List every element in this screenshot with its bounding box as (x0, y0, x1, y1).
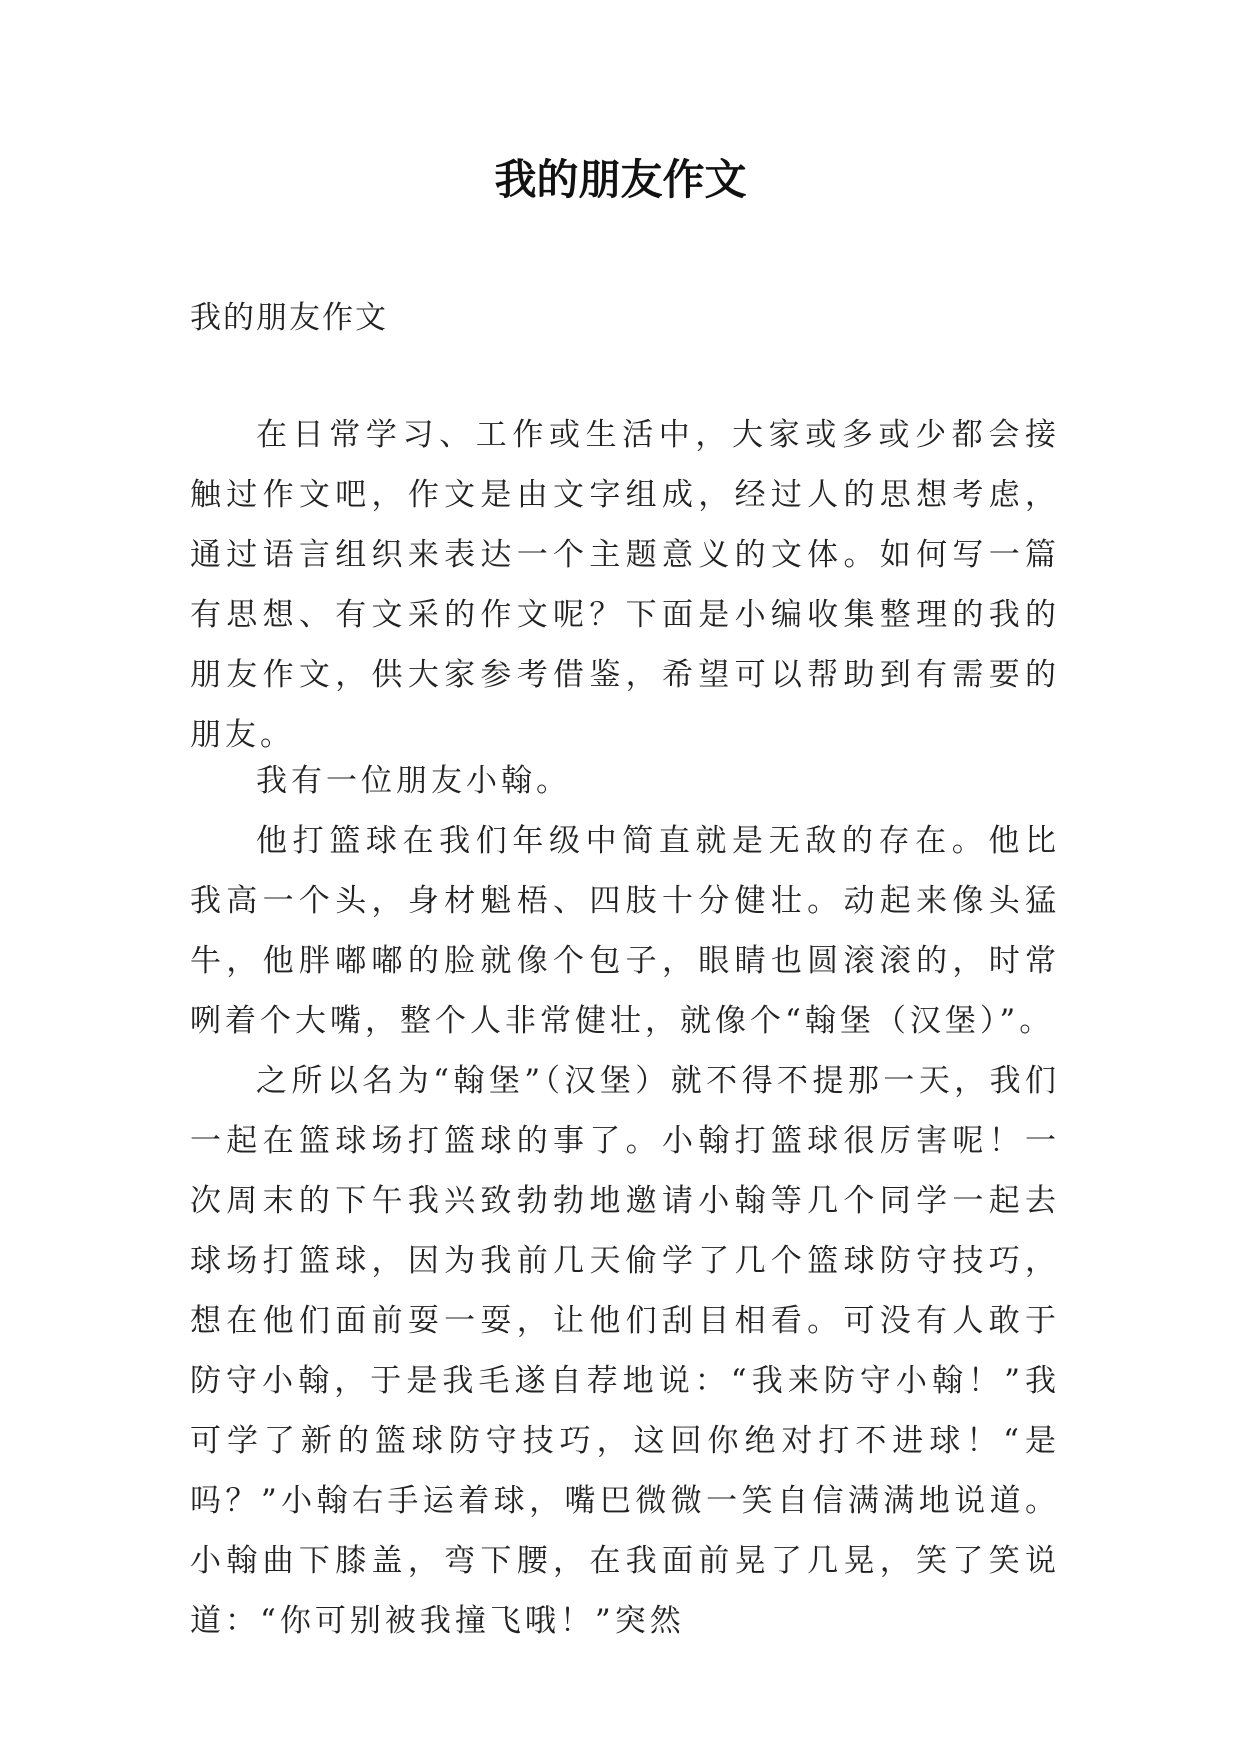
story-paragraph-1: 我有一位朋友小翰。 (256, 763, 571, 799)
story-section (190, 751, 1060, 1651)
document-title: 我的朋友作文 (494, 155, 747, 204)
story-paragraph-2: 他打篮球在我们年级中简直就是无敌的存在。他比我高一个头，身材魁梧、四肢十分健壮。动起来像头猛牛，他胖嘟嘟的脸就像个包子，眼睛也圆滚滚的，时常咧着个大嘴，整个人非常健壮，就像个“翰堡（汉堡）”。 (190, 823, 1060, 1039)
intro-paragraph: 在日常学习、工作或生活中，大家或多或少都会接触过作文吧，作文是由文字组成，经过人的思想考虑，通过语言组织来表达一个主题意义的文体。如何写一篇有思想、有文采的作文呢？下面是小编收集整理的我的朋友作文，供大家参考借鉴，希望可以帮助到有需要的朋友。 (190, 417, 1060, 753)
intro-section (190, 405, 1060, 765)
document-subtitle: 我的朋友作文 (190, 300, 388, 336)
story-paragraph-3: 之所以名为“翰堡”（汉堡）就不得不提那一天，我们一起在篮球场打篮球的事了。小翰打篮球很厉害呢！一次周末的下午我兴致勃勃地邀请小翰等几个同学一起去球场打篮球，因为我前几天偷学了几个篮球防守技巧，想在他们面前耍一耍，让他们刮目相看。可没有人敢于防守小翰，于是我毛遂自荐地说：“我来防守小翰！”我可学了新的篮球防守技巧，这回你绝对打不进球！“是吗？”小翰右手运着球，嘴巴微微一笑自信满满地说道。小翰曲下膝盖，弯下腰，在我面前晃了几晃，笑了笑说道：“你可别被我撞飞哦！”突然 (190, 1063, 1060, 1639)
